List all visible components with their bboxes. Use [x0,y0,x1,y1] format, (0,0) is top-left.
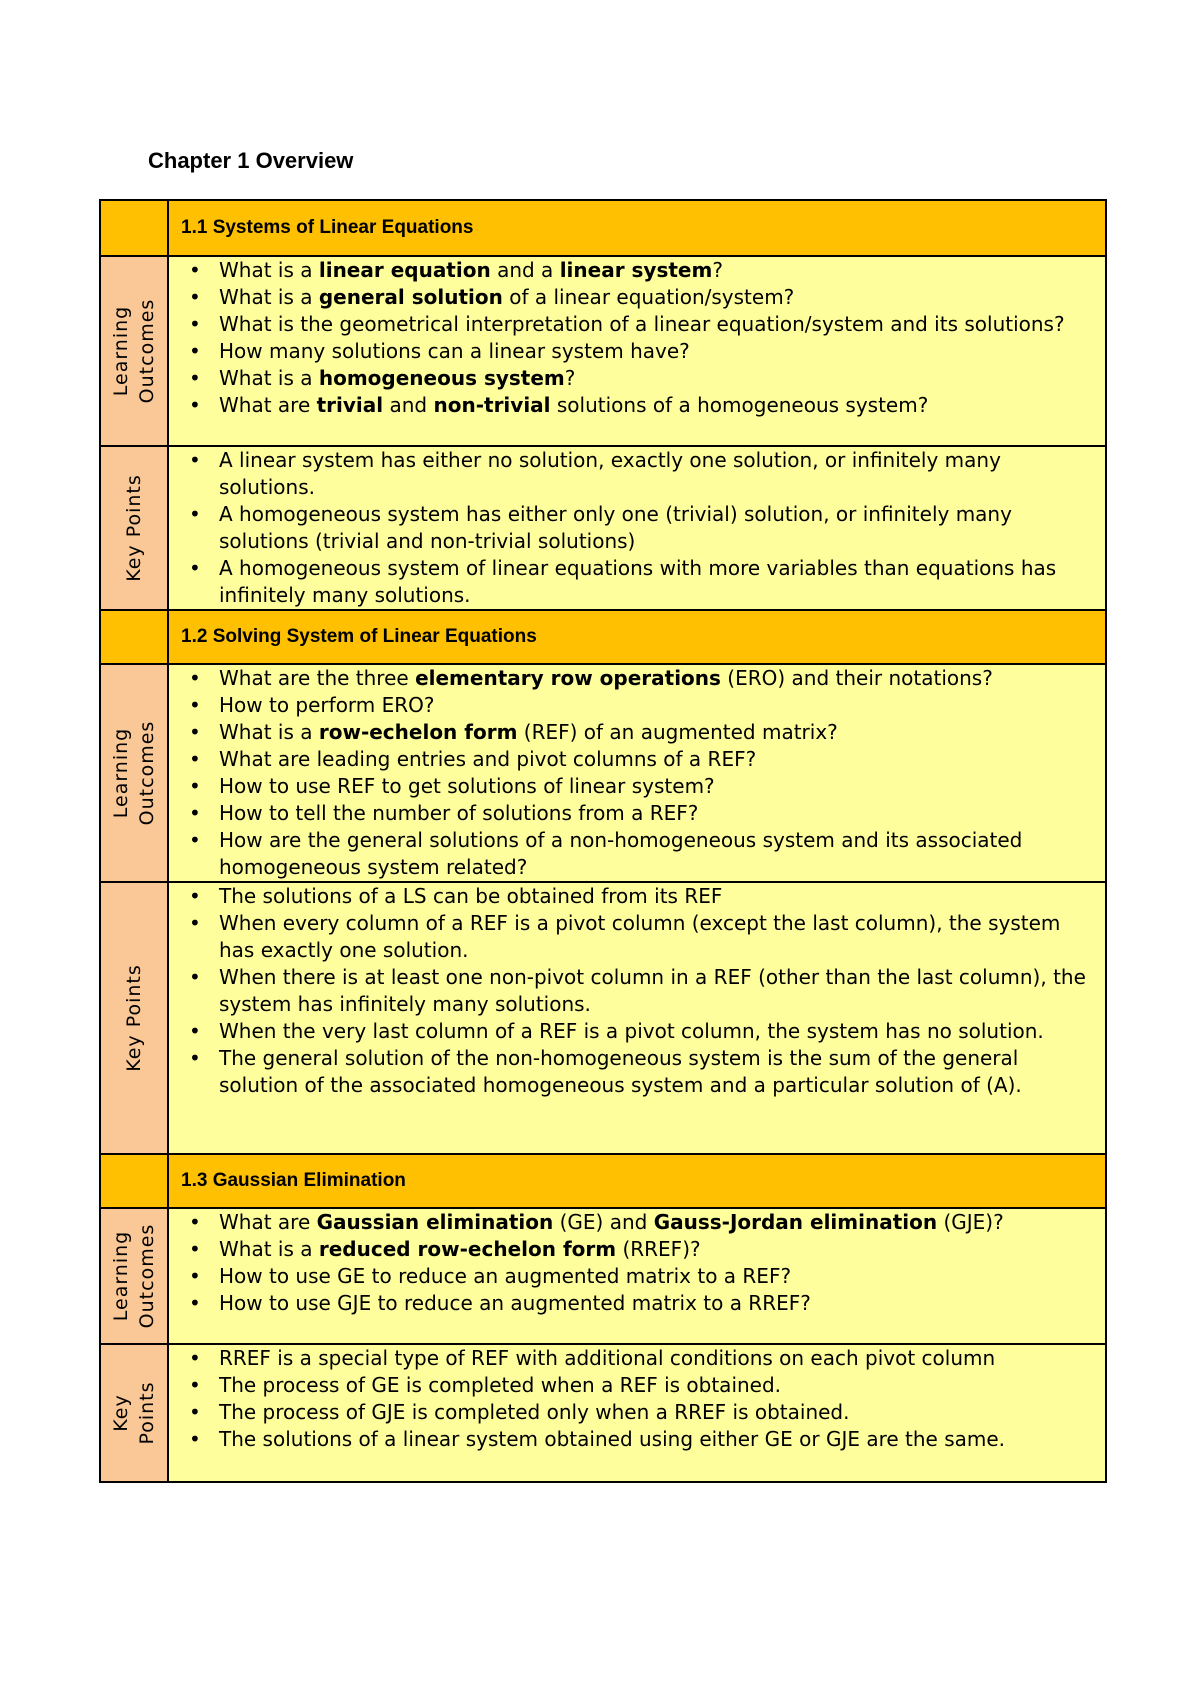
item-text: How to perform ERO? [219,693,435,717]
key-points-label-line-2: Points [136,1381,158,1445]
item-text: How to use GJE to reduce an augmented matrix to a RREF? [219,1291,811,1315]
list-item [185,800,1097,827]
list-item [185,746,1097,773]
learning-outcomes-label [100,1208,168,1344]
bold-term: general solution [318,285,503,309]
item-text: What is a [219,1237,319,1261]
learning-outcomes-content-list [169,1209,1105,1317]
learning-outcomes-row [100,1208,1106,1344]
item-text: What are leading entries and pivot columns of a REF? [219,747,757,771]
key-points-label-line-1: Key [110,1394,132,1432]
item-text: What are the three [219,666,416,690]
list-item [185,257,1097,284]
learning-outcomes-label [100,664,168,882]
list-item [185,338,1097,365]
learning-outcomes-content [168,1208,1106,1344]
list-item [185,1045,1097,1099]
list-item [185,665,1097,692]
item-text: What are [219,1210,317,1234]
bold-term: Gaussian elimination [316,1210,554,1234]
item-text: The general solution of the non-homogeneous system is the sum of the general solution of the associated homogeneous system and a particular solution of (A). [219,1046,1022,1097]
list-item [185,1372,1097,1399]
item-text: How are the general solutions of a non-homogeneous system and its associated homogeneous system related? [219,828,1023,879]
item-text: When every column of a REF is a pivot column (except the last column), the system has exactly one solution. [219,911,1061,962]
bold-term: elementary row operations [415,666,721,690]
list-item [185,1236,1097,1263]
item-text: When there is at least one non-pivot column in a REF (other than the last column), the system has infinitely many solutions. [219,965,1086,1016]
list-item [185,284,1097,311]
bold-term: trivial [316,393,384,417]
item-text: and [383,393,434,417]
item-text: and a [490,258,560,282]
item-text: (ERO) and their notations? [720,666,993,690]
item-text: (GE) and [553,1210,654,1234]
list-item [185,1018,1097,1045]
list-item [185,1209,1097,1236]
key-points-content [168,1344,1106,1482]
key-points-row [100,882,1106,1154]
list-item [185,501,1097,555]
item-text: of a linear equation/system? [502,285,795,309]
list-item [185,692,1097,719]
item-text: The process of GJE is completed only when a RREF is obtained. [219,1400,850,1424]
bold-term: Gauss-Jordan elimination [653,1210,938,1234]
key-points-label-line-1: Key Points [123,474,145,582]
key-points-label [100,446,168,610]
bold-term: row-echelon form [318,720,518,744]
learning-outcomes-content [168,664,1106,882]
item-text: solutions of a homogeneous system? [550,393,929,417]
item-text: What is the geometrical interpretation of a linear equation/system and its solutions? [219,312,1065,336]
item-text: (REF) of an augmented matrix? [517,720,838,744]
list-item [185,311,1097,338]
section-header-row [100,1154,1106,1208]
item-text: What is a [219,366,319,390]
list-item [185,719,1097,746]
list-item [185,1426,1097,1453]
section-header-corner [100,1154,168,1208]
item-text: (RREF)? [616,1237,701,1261]
learning-outcomes-content-list [169,665,1105,881]
learning-outcomes-label-text [108,1224,160,1329]
key-points-content [168,882,1106,1154]
list-item [185,1345,1097,1372]
item-text: ? [712,258,723,282]
list-item [185,447,1097,501]
item-text: RREF is a special type of REF with additional conditions on each pivot column [219,1346,996,1370]
key-points-label [100,882,168,1154]
item-text: The solutions of a linear system obtained using either GE or GJE are the same. [219,1427,1006,1451]
item-text: (GJE)? [937,1210,1004,1234]
key-points-label-text [108,1381,160,1444]
section-heading: 1.2 Solving System of Linear Equations [168,610,1106,664]
item-text: What is a [219,720,319,744]
key-points-label [100,1344,168,1482]
key-points-label-line-1: Key Points [123,964,145,1072]
learning-outcomes-label-line-2: Outcomes [136,720,158,826]
bold-term: homogeneous system [318,366,565,390]
list-item [185,555,1097,609]
item-text: What is a [219,258,319,282]
section-header-row [100,610,1106,664]
section-header-corner [100,610,168,664]
section-header-row [100,200,1106,256]
key-points-content-list [169,883,1105,1099]
item-text: When the very last column of a REF is a pivot column, the system has no solution. [219,1019,1044,1043]
learning-outcomes-label-line-2: Outcomes [136,298,158,404]
key-points-label-text [121,474,147,582]
key-points-content [168,446,1106,610]
list-item [185,1399,1097,1426]
key-points-label-text [121,964,147,1072]
item-text: A linear system has either no solution, exactly one solution, or infinitely many solutions. [219,448,1001,499]
bold-term: reduced row-echelon form [318,1237,617,1261]
item-text: What is a [219,285,319,309]
bold-term: linear system [559,258,713,282]
list-item [185,773,1097,800]
section-heading: 1.1 Systems of Linear Equations [168,200,1106,256]
item-text: How to tell the number of solutions from a REF? [219,801,699,825]
list-item [185,392,1097,419]
item-text: How many solutions can a linear system have? [219,339,690,363]
item-text: The process of GE is completed when a REF is obtained. [219,1373,782,1397]
list-item [185,827,1097,881]
item-text: A homogeneous system has either only one (trivial) solution, or infinitely many solutions (trivial and non-trivial solutions) [219,502,1012,553]
key-points-row [100,1344,1106,1482]
page-title: Chapter 1 Overview [148,148,354,173]
item-text: The solutions of a LS can be obtained from its REF [219,884,723,908]
learning-outcomes-label-text [108,721,160,826]
learning-outcomes-label-line-1: Learning [110,305,132,397]
learning-outcomes-label-line-1: Learning [110,727,132,819]
section-heading: 1.3 Gaussian Elimination [168,1154,1106,1208]
learning-outcomes-row [100,664,1106,882]
list-item [185,910,1097,964]
list-item [185,883,1097,910]
item-text: How to use GE to reduce an augmented matrix to a REF? [219,1264,792,1288]
list-item [185,365,1097,392]
learning-outcomes-label [100,256,168,446]
item-text: How to use REF to get solutions of linear system? [219,774,715,798]
key-points-row [100,446,1106,610]
learning-outcomes-row [100,256,1106,446]
learning-outcomes-label-line-2: Outcomes [136,1223,158,1329]
learning-outcomes-label-text [108,299,160,404]
item-text: What are [219,393,317,417]
list-item [185,1263,1097,1290]
bold-term: linear equation [318,258,491,282]
key-points-content-list [169,447,1105,609]
learning-outcomes-content [168,256,1106,446]
learning-outcomes-content-list [169,257,1105,419]
bold-term: non-trivial [433,393,551,417]
list-item [185,1290,1097,1317]
item-text: A homogeneous system of linear equations with more variables than equations has infinitely many solutions. [219,556,1057,607]
list-item [185,964,1097,1018]
key-points-content-list [169,1345,1105,1453]
chapter-overview-table [99,199,1107,1483]
section-header-corner [100,200,168,256]
item-text: ? [564,366,576,390]
learning-outcomes-label-line-1: Learning [110,1230,132,1322]
